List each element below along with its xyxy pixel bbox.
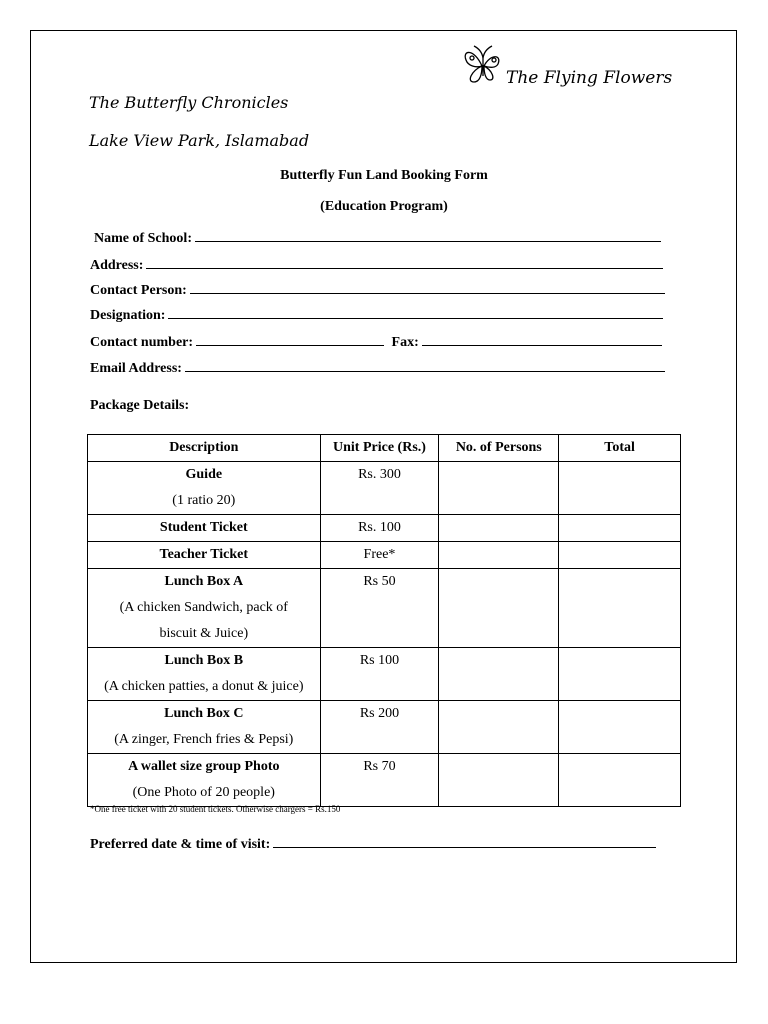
row-price: Rs 200 xyxy=(320,701,439,754)
designation-line[interactable] xyxy=(168,306,663,319)
row-price: Rs 100 xyxy=(320,648,439,701)
row-description xyxy=(88,754,321,807)
designation-field[interactable] xyxy=(90,306,663,324)
contact-person-label: Contact Person: xyxy=(90,283,187,298)
item-name: A wallet size group Photo xyxy=(128,759,280,774)
school-label: Name of School: xyxy=(94,231,192,246)
contact-number-line[interactable] xyxy=(196,333,384,346)
row-description xyxy=(88,569,321,648)
preferred-date-label: Preferred date & time of visit: xyxy=(90,837,271,852)
row-total[interactable] xyxy=(559,648,681,701)
row-description xyxy=(88,701,321,754)
row-persons[interactable] xyxy=(439,462,559,515)
row-total[interactable] xyxy=(559,754,681,807)
row-persons[interactable] xyxy=(439,701,559,754)
row-price: Rs 50 xyxy=(320,569,439,648)
item-name: Guide xyxy=(185,467,223,482)
contact-person-field[interactable] xyxy=(90,281,665,299)
header-unit-price: Unit Price (Rs.) xyxy=(320,435,439,462)
fax-line[interactable] xyxy=(422,333,662,346)
preferred-date-field[interactable] xyxy=(90,835,656,853)
item-detail: (A chicken Sandwich, pack of xyxy=(119,600,288,615)
item-detail: (1 ratio 20) xyxy=(172,493,236,508)
row-description xyxy=(88,648,321,701)
designation-label: Designation: xyxy=(90,308,166,323)
butterfly-icon xyxy=(460,44,506,88)
email-label: Email Address: xyxy=(90,361,182,376)
email-field[interactable] xyxy=(90,359,665,377)
package-heading: Package Details: xyxy=(90,398,190,413)
table-row xyxy=(88,648,681,701)
table-row xyxy=(88,462,681,515)
form-title: Butterfly Fun Land Booking Form xyxy=(280,168,488,183)
row-total[interactable] xyxy=(559,462,681,515)
row-total[interactable] xyxy=(559,569,681,648)
brand-text: The Flying Flowers xyxy=(506,68,673,88)
row-description xyxy=(88,542,321,569)
item-name: Lunch Box A xyxy=(164,574,244,589)
item-detail: (A chicken patties, a donut & juice) xyxy=(104,679,304,694)
row-description xyxy=(88,462,321,515)
header-total: Total xyxy=(559,435,681,462)
header-description: Description xyxy=(88,435,321,462)
row-persons[interactable] xyxy=(439,542,559,569)
item-name: Lunch Box B xyxy=(164,653,244,668)
org-name: The Butterfly Chronicles xyxy=(89,93,289,112)
table-row xyxy=(88,754,681,807)
brand-logo xyxy=(460,44,690,94)
row-price: Rs. 100 xyxy=(320,515,439,542)
table-row xyxy=(88,701,681,754)
item-detail: (One Photo of 20 people) xyxy=(132,785,275,800)
school-field[interactable] xyxy=(94,229,661,247)
header-persons: No. of Persons xyxy=(439,435,559,462)
row-price: Rs. 300 xyxy=(320,462,439,515)
address-label: Address: xyxy=(90,258,144,273)
form-subtitle: (Education Program) xyxy=(320,199,448,214)
item-detail: (A zinger, French fries & Pepsi) xyxy=(114,732,294,747)
row-total[interactable] xyxy=(559,701,681,754)
preferred-date-line[interactable] xyxy=(273,835,656,848)
contact-number-label: Contact number: xyxy=(90,335,194,350)
fax-label: Fax: xyxy=(391,335,419,350)
item-name: Teacher Ticket xyxy=(159,547,249,562)
row-description xyxy=(88,515,321,542)
address-line[interactable] xyxy=(146,256,663,269)
row-persons[interactable] xyxy=(439,754,559,807)
table-row xyxy=(88,569,681,648)
table-row xyxy=(88,515,681,542)
school-line[interactable] xyxy=(195,229,661,242)
row-total[interactable] xyxy=(559,542,681,569)
package-table xyxy=(87,434,681,807)
row-persons[interactable] xyxy=(439,648,559,701)
item-detail: biscuit & Juice) xyxy=(159,626,249,641)
row-price: Free* xyxy=(320,542,439,569)
footnote: *One free ticket with 20 student tickets. Otherwise chargers = Rs.150 xyxy=(90,804,341,814)
row-total[interactable] xyxy=(559,515,681,542)
contact-number-field[interactable] xyxy=(90,333,662,351)
item-name: Lunch Box C xyxy=(164,706,244,721)
table-row xyxy=(88,542,681,569)
row-persons[interactable] xyxy=(439,515,559,542)
org-address: Lake View Park, Islamabad xyxy=(89,131,310,150)
item-name: Student Ticket xyxy=(159,520,248,535)
email-line[interactable] xyxy=(185,359,665,372)
table-header-row xyxy=(88,435,681,462)
row-persons[interactable] xyxy=(439,569,559,648)
row-price: Rs 70 xyxy=(320,754,439,807)
address-field[interactable] xyxy=(90,256,663,274)
contact-person-line[interactable] xyxy=(190,281,665,294)
